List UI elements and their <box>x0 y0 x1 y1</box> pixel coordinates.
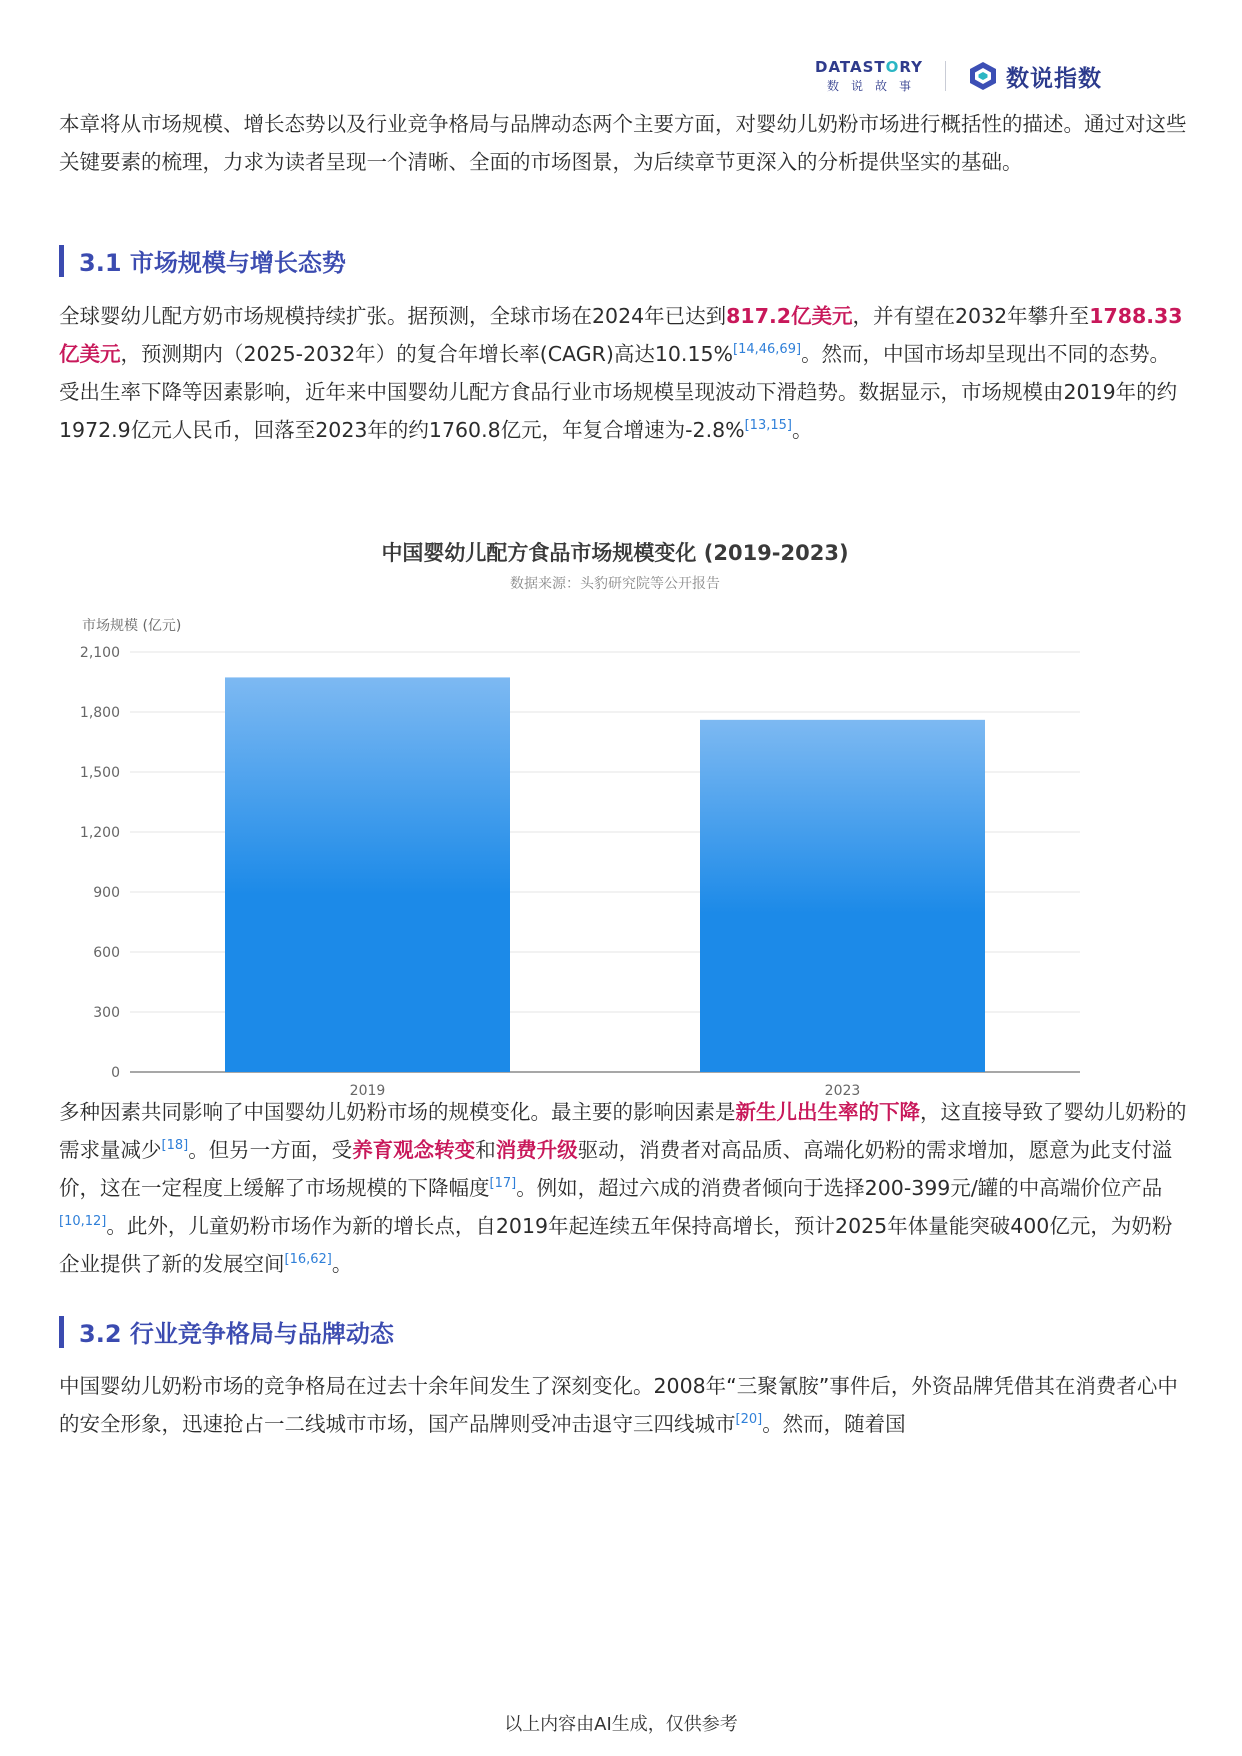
y-tick-label: 900 <box>93 885 120 901</box>
influence-factors-paragraph: 多种因素共同影响了中国婴幼儿奶粉市场的规模变化。最主要的影响因素是新生儿出生率的下降，这直接导致了婴幼儿奶粉的需求量减少[18]。但另一方面，受养育观念转变和消费升级驱动，消费者对高品质、高端化奶粉的需求增加，愿意为此支付溢价，这在一定程度上缓解了市场规模的下降幅度[17]。例如，超过六成的消费者倾向于选择200-399元/罐的中高端价位产品[10,12]。此外，儿童奶粉市场作为新的增长点，自2019年起连续五年保持高增长，预计2025年体量能突破400亿元，为奶粉企业提供了新的发展空间[16,62]。 <box>59 1100 1187 1276</box>
page-header <box>815 56 1102 96</box>
bar-2019[interactable] <box>225 677 510 1072</box>
heading-accent-bar <box>59 245 64 277</box>
brand-cn: 数说故事 <box>826 79 923 93</box>
brand-en-dot: O <box>885 58 900 76</box>
y-tick-label: 600 <box>93 945 120 961</box>
reference-link[interactable]: [18] <box>161 1138 189 1153</box>
x-tick-label: 2019 <box>349 1083 386 1099</box>
reference-link[interactable]: [16,62] <box>284 1252 332 1267</box>
brand-en-pre: DATAST <box>815 58 886 76</box>
bar-2023[interactable] <box>700 720 985 1072</box>
y-tick-label: 1,500 <box>79 765 120 781</box>
reference-link[interactable]: [20] <box>735 1412 763 1427</box>
highlight-consumption-upgrade: 消费升级 <box>495 1138 578 1162</box>
y-tick-label: 0 <box>111 1065 120 1081</box>
highlight-birth-rate: 新生儿出生率的下降 <box>735 1100 920 1124</box>
highlight-parenting: 养育观念转变 <box>352 1138 476 1162</box>
heading-accent-bar <box>59 1316 64 1348</box>
y-tick-label: 1,800 <box>79 705 120 721</box>
chart-y-axis-label: 市场规模 (亿元) <box>82 618 182 634</box>
ai-disclaimer: 以上内容由AI生成，仅供参考 <box>504 1714 738 1735</box>
brand-en-post: RY <box>899 58 923 76</box>
chart-subtitle: 数据来源：头豹研究院等公开报告 <box>510 576 720 592</box>
market-size-paragraph: 全球婴幼儿配方奶市场规模持续扩张。据预测，全球市场在2024年已达到817.2亿美元，并有望在2032年攀升至1788.33亿美元，预测期内（2025-2032年）的复合年增长率(CAGR)高达10.15%[14,46,69]。然而，中国市场却呈现出不同的态势。受出生率下降等因素影响，近年来中国婴幼儿配方食品行业市场规模呈现波动下滑趋势。数据显示，市场规模由2019年的约1972.9亿元人民币，回落至2023年的约1760.8亿元，年复合增速为-2.8%[13,15]。 <box>59 304 1183 442</box>
reference-link[interactable]: [14,46,69] <box>733 342 802 357</box>
chart-title: 中国婴幼儿配方食品市场规模变化 (2019-2023) <box>381 541 849 565</box>
reference-link[interactable]: [10,12] <box>59 1214 107 1229</box>
reference-link[interactable]: [17] <box>489 1176 517 1191</box>
datastory-logo <box>815 60 923 92</box>
section-title: 3.2 行业竞争格局与品牌动态 <box>79 1320 394 1348</box>
competition-paragraph: 中国婴幼儿奶粉市场的竞争格局在过去十余年间发生了深刻变化。2008年“三聚氰胺”事件后，外资品牌凭借其在消费者心中的安全形象，迅速抢占一二线城市市场，国产品牌则受冲击退守三四线城市[20]。然而，随着国 <box>59 1374 1178 1436</box>
section-title: 3.1 市场规模与增长态势 <box>79 249 346 277</box>
intro-paragraph: 本章将从市场规模、增长态势以及行业竞争格局与品牌动态两个主要方面，对婴幼儿奶粉市场进行概括性的描述。通过对这些关键要素的梳理，力求为读者呈现一个清晰、全面的市场图景，为后续章节更深入的分析提供坚实的基础。 <box>59 112 1187 174</box>
x-tick-label: 2023 <box>824 1083 861 1099</box>
highlight-global-2032: 1788.33亿美元 <box>59 304 1183 366</box>
chart-bars <box>225 677 985 1072</box>
y-tick-label: 300 <box>93 1005 120 1021</box>
y-tick-label: 2,100 <box>79 645 120 661</box>
y-tick-label: 1,200 <box>79 825 120 841</box>
market-size-bar-chart <box>60 530 1190 1180</box>
section-heading-3-1 <box>59 243 346 278</box>
section-heading-3-2 <box>59 1314 394 1349</box>
highlight-global-2024: 817.2亿美元 <box>726 304 853 328</box>
product-name: 数说指数 <box>1006 65 1102 92</box>
hexagon-logo-icon <box>968 61 998 91</box>
shushuo-index-logo <box>968 60 1102 93</box>
header-divider <box>945 61 946 91</box>
reference-link[interactable]: [13,15] <box>744 418 792 433</box>
